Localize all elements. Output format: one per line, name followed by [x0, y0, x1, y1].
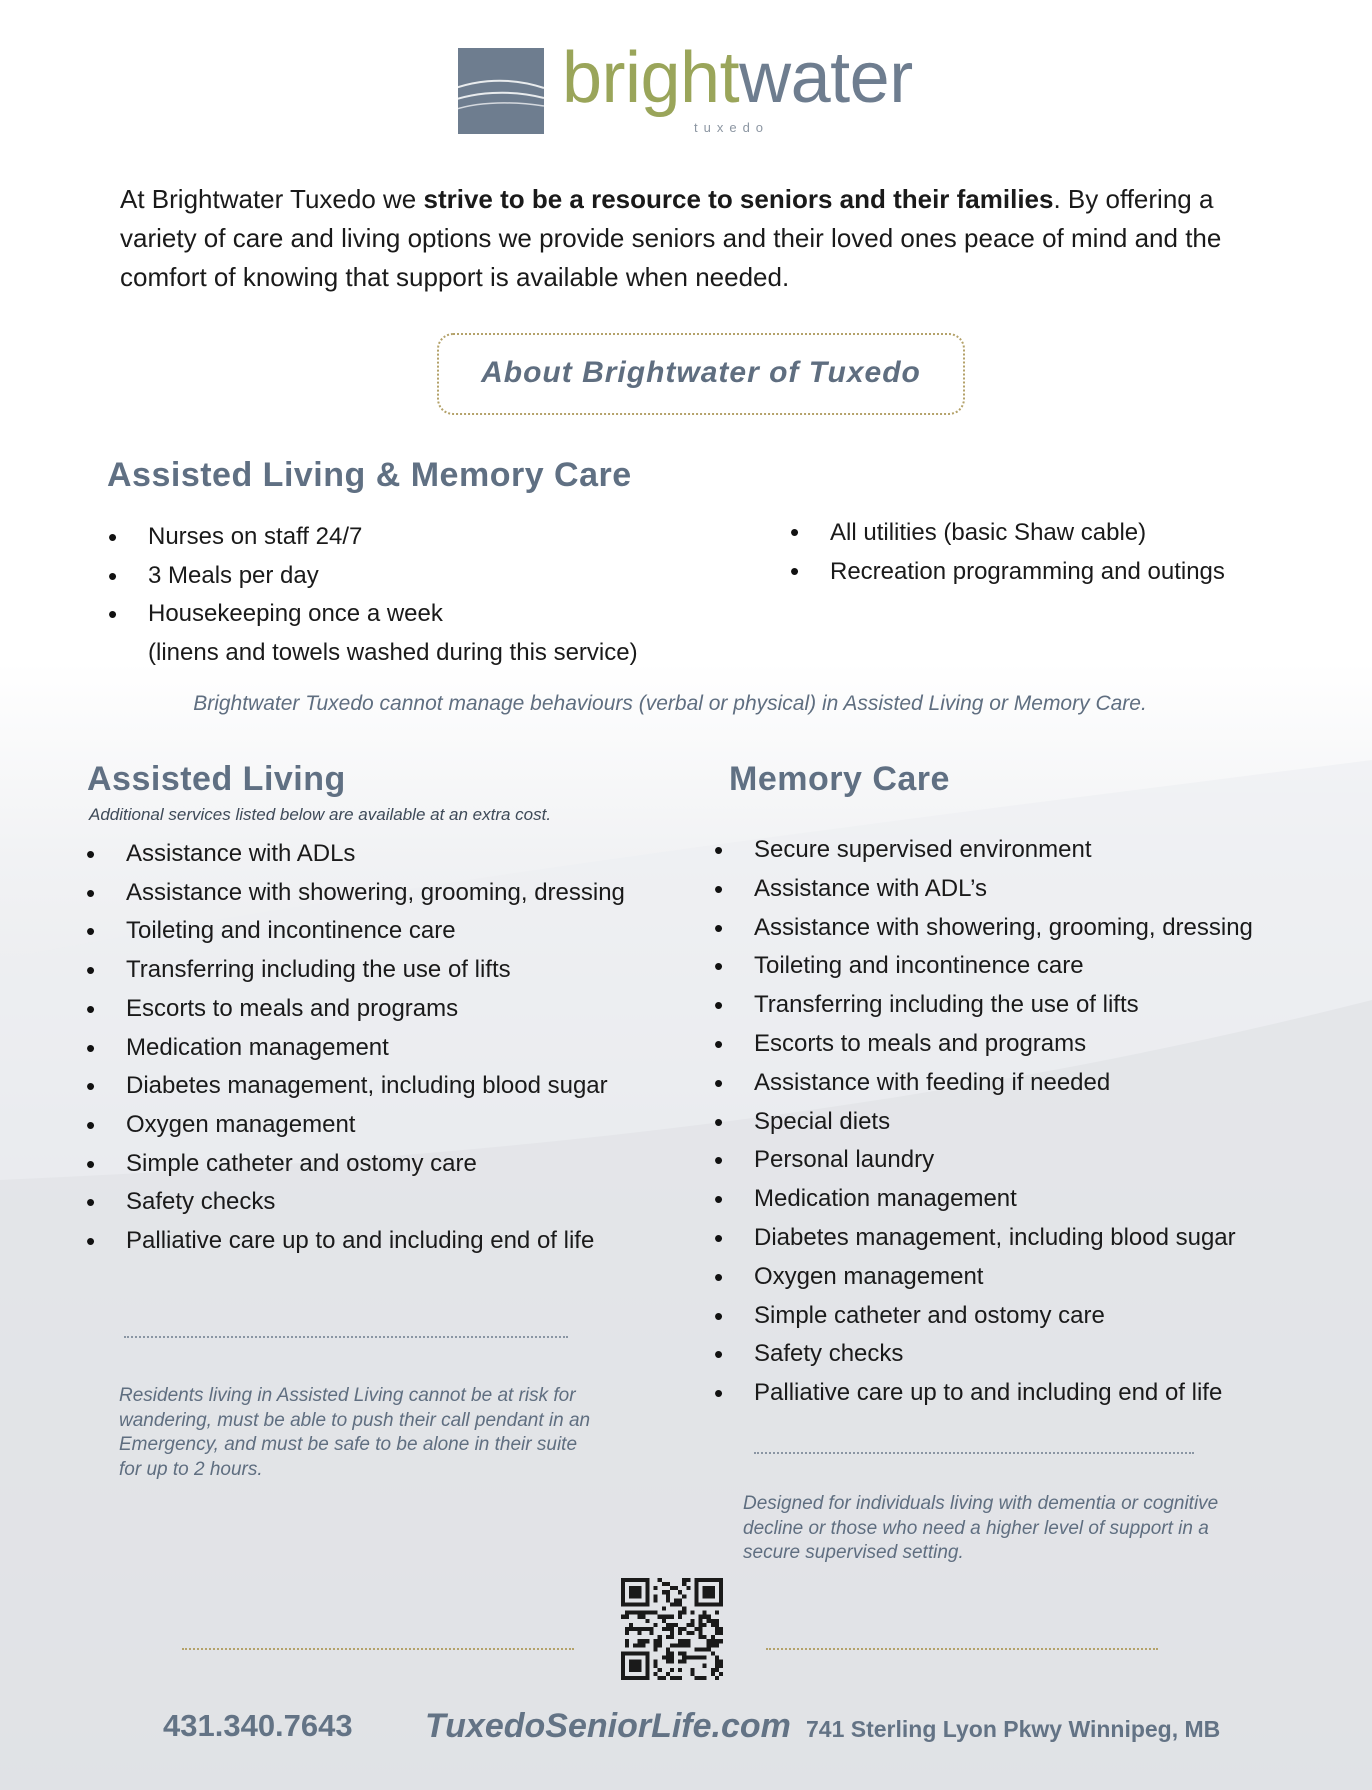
qr-code-icon[interactable] [621, 1578, 723, 1680]
assisted-living-divider [124, 1336, 568, 1338]
footer-divider-right [766, 1648, 1158, 1650]
list-item: • Nurses on staff 24/7 [108, 518, 728, 557]
list-item: • Oxygen management [86, 1106, 706, 1145]
list-item: • Personal laundry [714, 1141, 1334, 1180]
list-item: • Assistance with feeding if needed [714, 1064, 1334, 1103]
assisted-living-title: Assisted Living [87, 760, 346, 798]
brand-logo [428, 38, 928, 140]
brand-part-2: water [739, 38, 913, 118]
list-item: • Escorts to meals and programs [714, 1025, 1334, 1064]
intro-text-bold: strive to be a resource to seniors and their families [423, 184, 1054, 214]
wave-logo-icon [458, 48, 544, 134]
list-item: • Simple catheter and ostomy care [714, 1297, 1334, 1336]
list-item: • Diabetes management, including blood sugar [714, 1219, 1334, 1258]
memory-care-title: Memory Care [729, 760, 950, 798]
list-item: • Assistance with showering, grooming, dressing [714, 909, 1334, 948]
alm-left-list [108, 518, 728, 672]
brand-part-1: bright [562, 38, 740, 118]
brand-subtitle: tuxedo [694, 120, 770, 135]
list-item: • Diabetes management, including blood sugar [86, 1067, 706, 1106]
assisted-living-list [86, 835, 706, 1261]
list-item: • Secure supervised environment [714, 831, 1334, 870]
alm-right-list [790, 513, 1310, 591]
list-item: • Assistance with showering, grooming, dressing [86, 874, 706, 913]
list-item: • Oxygen management [714, 1258, 1334, 1297]
list-item: • Assistance with ADLs [86, 835, 706, 874]
list-item: • Toileting and incontinence care [714, 947, 1334, 986]
address: 741 Sterling Lyon Pkwy Winnipeg, MB [806, 1716, 1221, 1742]
intro-text-before: At Brightwater Tuxedo we [120, 184, 424, 214]
assisted-living-note: Residents living in Assisted Living cannot be at risk for wandering, must be able to push their call pendant in an Emergency, and must be safe to be alone in their suite for up to 2 hours. [119, 1385, 591, 1480]
intro-text-after: . By offering a variety of care and living options we provide seniors and their loved ones peace of mind and the comfort of knowing that support is available when needed. [120, 184, 1222, 292]
intro-paragraph [120, 180, 1270, 297]
list-item: • Medication management [714, 1180, 1334, 1219]
assisted-living-subtitle: Additional services listed below are available at an extra cost. [89, 805, 552, 824]
list-item: • Transferring including the use of lifts [86, 951, 706, 990]
website-link[interactable]: TuxedoSeniorLife.com [425, 1707, 791, 1745]
list-item: • 3 Meals per day [108, 557, 728, 596]
list-item: • Palliative care up to and including end of life [714, 1374, 1334, 1413]
list-item: • Safety checks [714, 1335, 1334, 1374]
list-item: • Assistance with ADL’s [714, 870, 1334, 909]
list-item: • Safety checks [86, 1183, 706, 1222]
alm-section-title: Assisted Living & Memory Care [107, 456, 632, 494]
memory-care-divider [754, 1452, 1194, 1454]
brand-wordmark [562, 38, 913, 118]
list-item-continuation: (linens and towels washed during this service) [148, 638, 638, 666]
list-item: • Toileting and incontinence care [86, 912, 706, 951]
list-item: • Simple catheter and ostomy care [86, 1145, 706, 1184]
list-item: • Escorts to meals and programs [86, 990, 706, 1029]
memory-care-list [714, 831, 1334, 1413]
list-item: • Recreation programming and outings [790, 552, 1310, 591]
list-item: • Palliative care up to and including end of life [86, 1222, 706, 1261]
list-item: • Special diets [714, 1103, 1334, 1142]
behaviour-note: Brightwater Tuxedo cannot manage behaviours (verbal or physical) in Assisted Living or Memory Care. [193, 692, 1147, 715]
list-item: • Housekeeping once a week [108, 595, 728, 634]
list-item: • Medication management [86, 1029, 706, 1068]
about-title: About Brightwater of Tuxedo [481, 356, 921, 389]
list-item: • All utilities (basic Shaw cable) [790, 513, 1310, 552]
phone-number[interactable]: 431.340.7643 [163, 1708, 353, 1743]
list-item: • Transferring including the use of lifts [714, 986, 1334, 1025]
memory-care-note: Designed for individuals living with dementia or cognitive decline or those who need a higher level of support in a secure supervised setting. [743, 1493, 1219, 1563]
footer-divider-left [182, 1648, 574, 1650]
